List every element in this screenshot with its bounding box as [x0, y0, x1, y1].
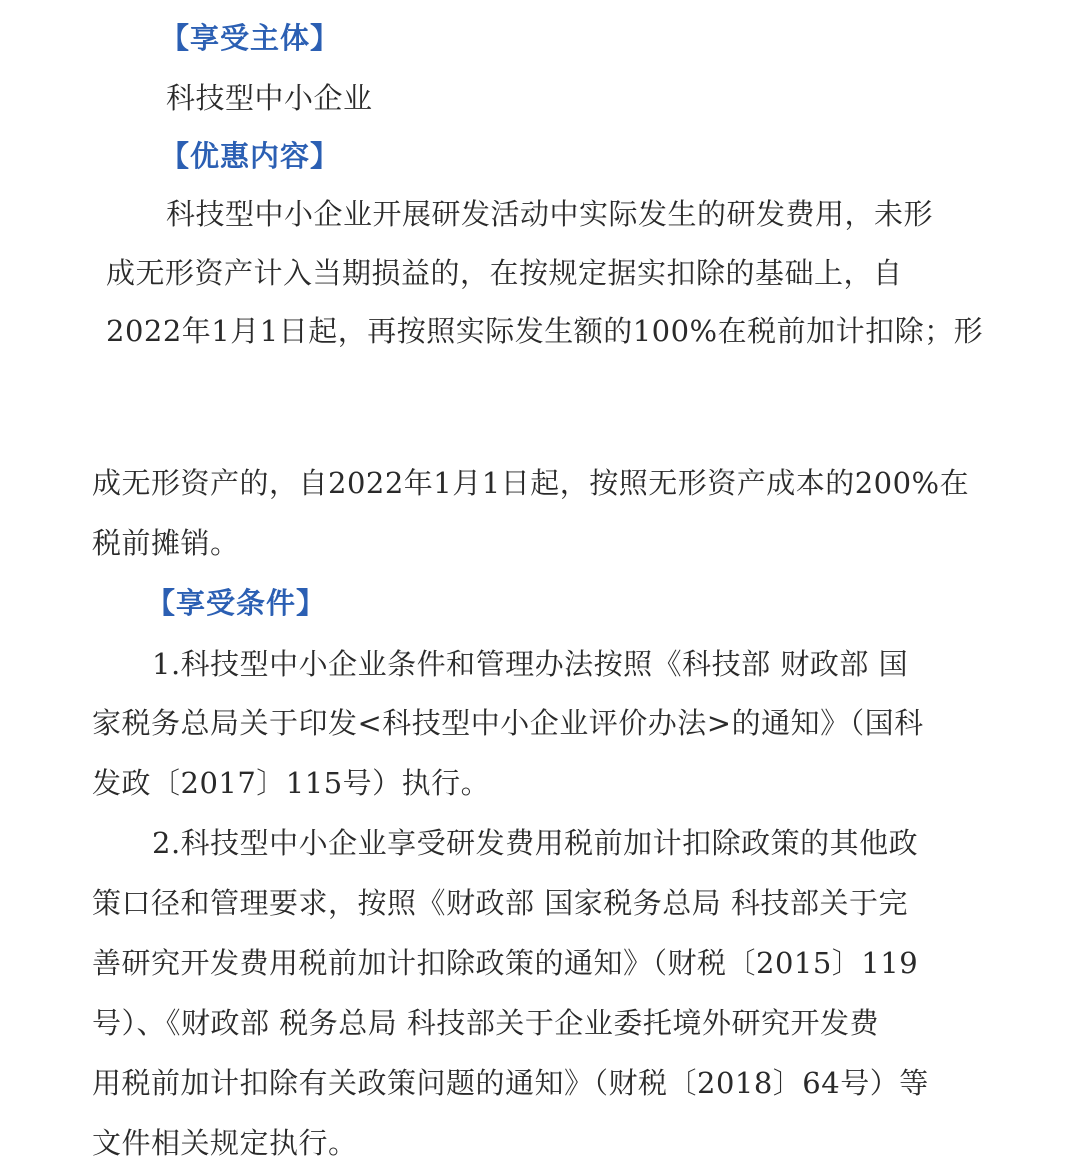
heading-bracket-right: 】 — [310, 139, 341, 173]
benefit-line: 成无形资产的，自2022年1月1日起，按照无形资产成本的200%在 — [92, 466, 970, 500]
conditions-line: 号）、《财政部 税务总局 科技部关于企业委托境外研究开发费 — [92, 1006, 879, 1040]
subject-line: 科技型中小企业 — [166, 81, 373, 115]
heading-text: 享受主体 — [190, 21, 311, 55]
conditions-line: 1.科技型中小企业条件和管理办法按照《科技部 财政部 国 — [152, 647, 909, 681]
conditions-line: 用税前加计扣除有关政策问题的通知》（财税〔2018〕64号）等 — [92, 1066, 929, 1100]
conditions-line: 发政〔2017〕115号）执行。 — [92, 766, 491, 800]
conditions-line: 文件相关规定执行。 — [92, 1126, 358, 1160]
conditions-line: 2.科技型中小企业享受研发费用税前加计扣除政策的其他政 — [152, 826, 919, 860]
conditions-line: 家税务总局关于印发<科技型中小企业评价办法>的通知》（国科 — [92, 706, 924, 740]
benefit-line: 2022年1月1日起，再按照实际发生额的100%在税前加计扣除；形 — [106, 314, 984, 348]
benefit-line: 税前摊销。 — [92, 526, 240, 560]
section-heading-subject — [160, 16, 340, 57]
benefit-line: 科技型中小企业开展研发活动中实际发生的研发费用，未形 — [166, 197, 934, 231]
conditions-line: 策口径和管理要求，按照《财政部 国家税务总局 科技部关于完 — [92, 886, 908, 920]
heading-bracket-left: 【 — [160, 21, 191, 55]
heading-bracket-right: 】 — [310, 21, 341, 55]
section-heading-benefit — [160, 134, 340, 175]
conditions-line: 善研究开发费用税前加计扣除政策的通知》（财税〔2015〕119 — [92, 946, 919, 980]
heading-text: 优惠内容 — [190, 139, 311, 173]
section-heading-conditions — [146, 581, 326, 622]
benefit-line: 成无形资产计入当期损益的，在按规定据实扣除的基础上，自 — [106, 256, 903, 290]
heading-bracket-left: 【 — [160, 139, 191, 173]
heading-bracket-right: 】 — [296, 586, 327, 620]
heading-text: 享受条件 — [176, 586, 297, 620]
heading-bracket-left: 【 — [146, 586, 177, 620]
